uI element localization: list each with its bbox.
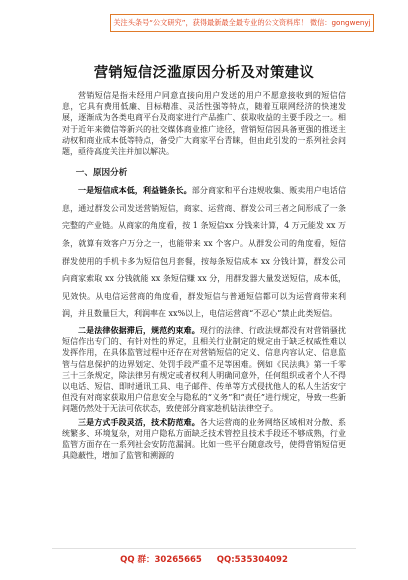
paragraph-cost — [62, 182, 346, 323]
document-body — [62, 90, 346, 461]
intro-paragraph: 营销短信是指未经用户同意直接向用户发送的用户不愿意接收到的短信信息，它具有费用低廉、目标精准、灵活性强等特点，随着互联网经济的快速发展，逐渐成为各类电商平台及商家进行产品推广、获取收益的主要手段之一。相对于近年来微信等新兴的社交媒体商业推广途径，营销短信因具备更强的推送主动权和商业成本低等特点，备受广大商家平台青睐，但由此引发的一系列社会问题，亟待高度关注并加以解决。 — [62, 91, 346, 157]
document-title: 营销短信泛滥原因分析及对策建议 — [93, 65, 315, 81]
paragraph-tech — [62, 417, 346, 462]
paragraph-tech-text: 各大运营商的业务网络区域相对分散、系统繁多、环境复杂，对用户隐私方面缺乏技术管控且技术手段还不够成熟，行业监管方面存在一系列社会安防范漏洞。比如一些平台随意改号，使得营销短信更具隐蔽性，增加了监管和溯源的 — [62, 417, 346, 461]
paragraph-cost-text: 部分商家和平台违规收集、贩卖用户电话信息，通过群发公司发送营销短信，商家、运营商、群发公司三者之间形成了一条完整的产业链。从商家的角度看，按 1 条短信xx 分钱来计算，4 万元能发 xx 万条，就算有效客户万分之一，也能带来 xx 个客户。从群发公司的角度看，短信群发使用的手机卡多为短信包月套餐，按每条短信成本 xx 分钱计算，群发公司向商家索取 xx 分钱就能 xx 条短信赚 xx 分，用群发器大量发送短信，成本低，见效快。从电信运营商的角度看，群发短信与普通短信都可以为运营商带来利润，并且数量巨大，利润率在 xx%以上，电信运营商“不忍心”禁止此类短信。 — [62, 186, 346, 319]
footer-divider — [52, 548, 356, 549]
section-heading: 一、原因分析 — [75, 168, 128, 179]
paragraph-law — [62, 325, 346, 415]
paragraph-law-text: 现行的法律、行政法规都没有对营销骚扰短信作出专门的、有针对性的界定，且相关行业制定的规定由于缺乏权威性难以发挥作用，在具体监管过程中还存在对营销短信的定义、信息内容认定、信息监管与信息保护的边界划定、处罚手段严重不足等困难。例如《民法典》第一千零三十三条规定，除法律另有规定或者权利人明确同意外，任何组织或者个人不得以电话、短信、即时通讯工具、电子邮件、传单等方式侵扰他人的私人生活安宁但没有对商家获取用户信息安全与隐私的“义务”和“责任”进行规定，导致一些新问题仍然处于无法可依状态，致使部分商家趁机钻法律空子。 — [62, 325, 346, 414]
paragraph-law-lead: 二是法律依据滞后，规范约束难。 — [78, 324, 200, 335]
contact-footer — [0, 553, 408, 565]
footer-qq: QQ:535304092 — [216, 555, 288, 565]
paragraph-cost-lead: 一是短信成本低，利益链条长。 — [78, 185, 192, 196]
paragraph-tech-lead: 三是方式手段灵活，技术防范难。 — [78, 416, 200, 427]
footer-qq-group: QQ 群：30265665 — [120, 555, 202, 565]
promo-banner: 关注头条号“公文研究”，获得最新最全最专业的公文资料库！ 微信：gongwenyj — [110, 14, 374, 32]
